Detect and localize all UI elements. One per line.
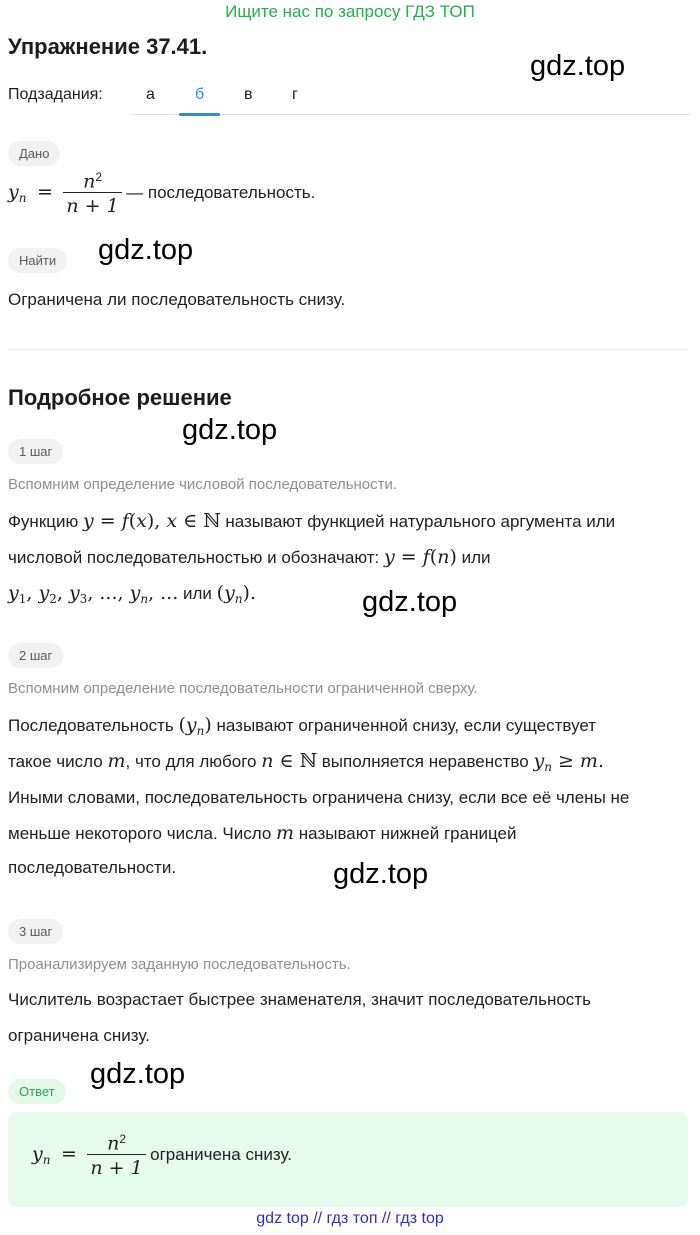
footer-links[interactable]: gdz top // гдз топ // гдз top — [256, 1210, 444, 1227]
top-banner: Ищите нас по запросу ГДЗ ТОП — [225, 2, 475, 21]
tab-g[interactable]: г — [292, 86, 298, 103]
watermark: gdz.top — [182, 414, 278, 446]
watermark: gdz.top — [333, 858, 429, 890]
solution-heading: Подробное решение — [8, 385, 232, 410]
given-fraction: $\frac{n^2}{n + 1}$ — [63, 170, 121, 217]
step3-line1: Числитель возрастает быстрее знаменателя, значит последовательность — [8, 990, 591, 1009]
watermark: gdz.top — [98, 234, 194, 266]
find-text: Ограничена ли последовательность снизу. — [8, 290, 346, 309]
step3-line2: ограничена снизу. — [8, 1026, 150, 1045]
step2-line4: меньше некоторого числа. Число m называют нижней границей — [8, 822, 517, 844]
tab-a[interactable]: а — [146, 86, 155, 103]
step1-badge: 1 шаг — [8, 439, 63, 464]
given-formula: $y_n$ = $\frac{n^2}{n + 1}$ — последовательность. — [8, 170, 316, 218]
step1-hint: Вспомним определение числовой последовательности. — [8, 476, 398, 493]
watermark: gdz.top — [90, 1058, 186, 1090]
step1-line1: Функцию y = f(x), x ∈ ℕ называют функцией натурального аргумента или — [8, 510, 616, 532]
watermark: gdz.top — [362, 586, 458, 618]
given-text: — последовательность. — [126, 182, 316, 202]
active-tab-indicator — [179, 113, 220, 116]
step2-line1: Последовательность $(y_n)$ называют ограниченной снизу, если существует — [8, 714, 597, 738]
section-divider — [8, 349, 688, 350]
watermark: gdz.top — [530, 50, 626, 82]
step2-badge: 2 шаг — [8, 643, 63, 668]
step2-hint: Вспомним определение последовательности ограниченной сверху. — [8, 680, 478, 697]
subtasks-label: Подзадания: — [8, 86, 103, 103]
step2-line2: такое число m, что для любого n ∈ ℕ выполняется неравенство $y_n \ge m$. — [8, 750, 604, 774]
answer-formula: $y_n$ = $\frac{n^2}{n + 1}$ ограничена снизу. — [32, 1132, 292, 1180]
find-badge: Найти — [8, 248, 67, 273]
given-badge: Дано — [8, 141, 60, 166]
step1-line3: $y_1$, $y_2$, $y_3$, ..., $y_n$, ... или $(y_n)$. — [8, 582, 256, 606]
answer-badge: Ответ — [8, 1079, 66, 1104]
tab-b[interactable]: б — [195, 86, 205, 103]
tab-v[interactable]: в — [244, 86, 253, 103]
step1-line2: числовой последовательностью и обозначают: y = f(n) или — [8, 546, 491, 568]
exercise-title: Упражнение 37.41. — [8, 34, 208, 59]
step3-hint: Проанализируем заданную последовательность. — [8, 956, 351, 973]
answer-text: ограничена снизу. — [150, 1144, 292, 1164]
answer-fraction: $\frac{n^2}{n + 1}$ — [87, 1132, 145, 1179]
step2-line5: последовательности. — [8, 858, 177, 877]
step2-line3: Иными словами, последовательность ограничена снизу, если все её члены не — [8, 788, 630, 807]
step3-badge: 3 шаг — [8, 919, 63, 944]
